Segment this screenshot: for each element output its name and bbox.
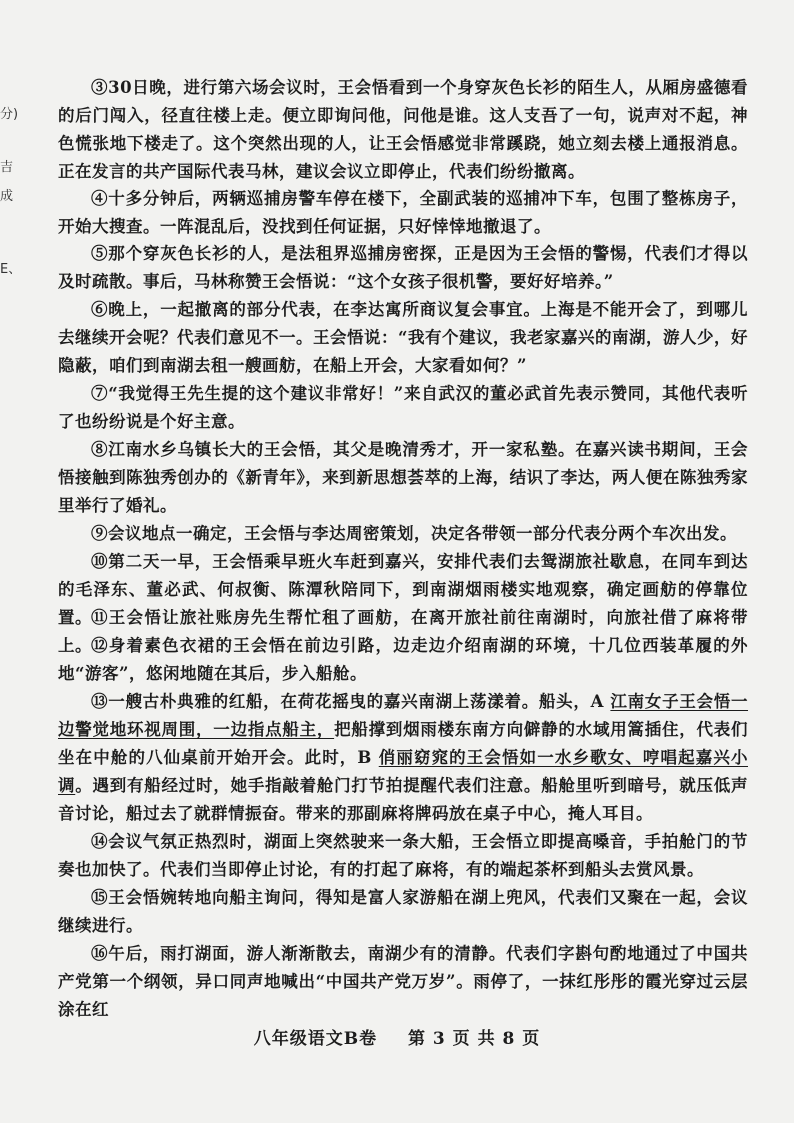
paragraph-7: ⑦“我觉得王先生提的这个建议非常好！”来自武汉的董必武首先表示赞同，其他代表听了也纷纷说是个好主意。: [58, 384, 748, 431]
paragraph-13-text-c: 。遇到有船经过时，她手指敲着舱门打节拍提醒代表们注意。船舱里听到暗号，就压低声音讨论，船过去了就群情振奋。带来的那副麻将牌码放在桌子中心，掩人耳目。: [58, 776, 749, 823]
paper-name: 八年级语文B卷: [253, 1029, 378, 1049]
underlined-sentence-a: 江南女子王会悟一边警觉地环视周围，一边指点船主，: [58, 692, 749, 739]
paragraph-8: ⑧江南水乡乌镇长大的王会悟，其父是晚清秀才，开一家私塾。在嘉兴读书期间，王会悟接触到陈独秀创办的《新青年》，来到新思想荟萃的上海，结识了李达，两人便在陈独秀家里举行了婚礼。: [58, 440, 748, 515]
paragraph-10: ⑩第二天一早，王会悟乘早班火车赶到嘉兴，安排代表们去鸳湖旅社歇息，在同车到达的毛泽东、董必武、何叔衡、陈潭秋陪同下，到南湖烟雨楼实地观察，确定画舫的停靠位置。: [58, 552, 748, 627]
margin-fragment: 分): [0, 107, 19, 122]
paragraph-12: ⑫身着素色衣裙的王会悟在前边引路，边走边介绍南湖的环境，十几位西装革履的外地“游客”，悠闲地随在其后，步入船舱。: [58, 636, 748, 683]
paragraph-3: ③30日晚，进行第六场会议时，王会悟看到一个身穿灰色长衫的陌生人，从厢房盛德看的后门闯入，径直往楼上走。便立即询问他，问他是谁。这人支吾了一句，说声对不起，神色慌张地下楼走了。这个突然出现的人，让王会悟感觉非常蹊跷，她立刻去楼上通报消息。正在发言的共产国际代表马林，建议会议立即停止，代表们纷纷撤离。: [58, 78, 748, 181]
paragraph-4: ④十多分钟后，两辆巡捕房警车停在楼下，全副武装的巡捕冲下车，包围了整栋房子，开始大搜查。一阵混乱后，没找到任何证据，只好悻悻地撤退了。: [58, 189, 748, 236]
paragraph-16: ⑯午后，雨打湖面，游人渐渐散去，南湖少有的清静。代表们字斟句酌地通过了中国共产党第一个纲领，异口同声地喊出“中国共产党万岁”。雨停了，一抹红彤彤的霞光穿过云层涂在红: [58, 944, 748, 1019]
margin-fragment: E、: [0, 262, 22, 277]
paragraph-9: ⑨会议地点一确定，王会悟与李达周密策划，决定各带领一部分代表分两个车次出发。: [91, 524, 737, 543]
page-number: 第 3 页 共 8 页: [408, 1029, 541, 1049]
paragraph-13: [58, 688, 748, 828]
underlined-sentence-b: 俏丽窈窕的王会悟如一水乡歌女、哼唱起嘉兴小调: [58, 748, 748, 795]
paragraph-13-text-b: 把船撑到烟雨楼东南方向僻静的水域用篙插住，代表们坐在中舱的八仙桌前开始开会。此时，B: [58, 720, 749, 767]
paragraph-5: ⑤那个穿灰色长衫的人，是法租界巡捕房密探，正是因为王会悟的警惕，代表们才得以及时疏散。事后，马林称赞王会悟说：“这个女孩子很机警，要好好培养。”: [58, 244, 748, 291]
paragraph-14: ⑭会议气氛正热烈时，湖面上突然驶来一条大船，王会悟立即提高嗓音，手拍舱门的节奏也加快了。代表们当即停止讨论，有的打起了麻将，有的端起茶杯到船头去赏风景。: [58, 832, 748, 879]
margin-fragment: 吉: [0, 160, 14, 175]
margin-fragment: 成: [0, 189, 14, 204]
paragraph-6: ⑥晚上，一起撤离的部分代表，在李达寓所商议复会事宜。上海是不能开会了，到哪儿去继续开会呢？代表们意见不一。王会悟说：“我有个建议，我老家嘉兴的南湖，游人少，好隐蔽，咱们到南湖去租一艘画舫，在船上开会，大家看如何？”: [58, 300, 748, 375]
paragraph-13-text-a: ⑬一艘古朴典雅的红船，在荷花摇曳的嘉兴南湖上荡漾着。船头，A: [91, 692, 611, 711]
paragraph-11: ⑪王会悟让旅社账房先生帮忙租了画舫，在离开旅社前往南湖时，向旅社借了麻将带上。: [58, 608, 748, 655]
page-footer: [0, 1024, 794, 1049]
paragraph-15: ⑮王会悟婉转地向船主询问，得知是富人家游船在湖上兜风，代表们又聚在一起，会议继续进行。: [58, 888, 748, 935]
